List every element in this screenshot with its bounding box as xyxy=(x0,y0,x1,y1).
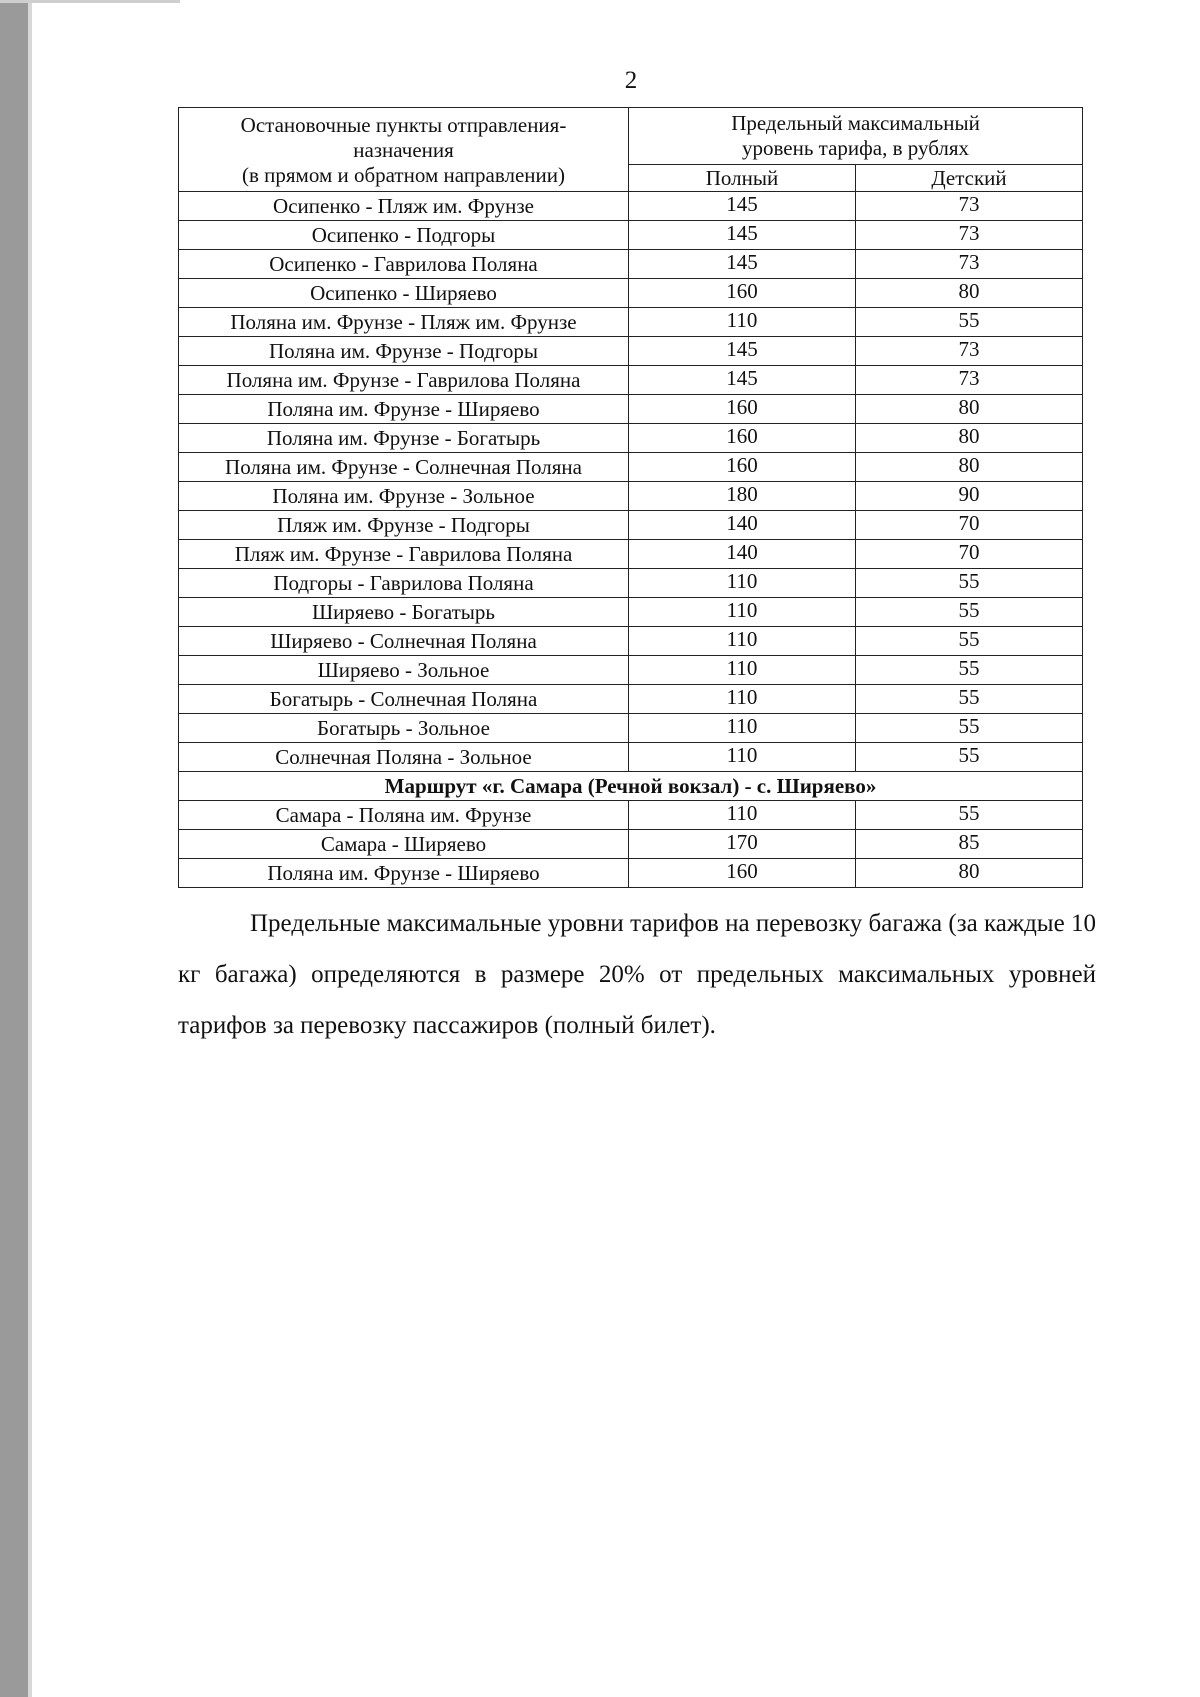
full-tariff-cell: 110 xyxy=(629,714,856,743)
table-row xyxy=(179,395,1083,424)
tariff-header-line: Предельный максимальный xyxy=(731,111,980,135)
table-row xyxy=(179,308,1083,337)
route-cell: Поляна им. Фрунзе - Ширяево xyxy=(179,395,629,424)
child-tariff-cell: 55 xyxy=(856,801,1083,830)
child-tariff-cell: 80 xyxy=(856,424,1083,453)
child-tariff-cell: 73 xyxy=(856,366,1083,395)
table-row xyxy=(179,511,1083,540)
full-tariff-cell: 110 xyxy=(629,743,856,772)
route-cell: Пляж им. Фрунзе - Гаврилова Поляна xyxy=(179,540,629,569)
full-tariff-cell: 160 xyxy=(629,424,856,453)
child-tariff-cell: 55 xyxy=(856,685,1083,714)
child-tariff-cell: 55 xyxy=(856,743,1083,772)
full-tariff-cell: 160 xyxy=(629,395,856,424)
full-tariff-cell: 110 xyxy=(629,801,856,830)
table-row xyxy=(179,540,1083,569)
route-cell: Самара - Ширяево xyxy=(179,830,629,859)
table-row xyxy=(179,453,1083,482)
child-tariff-cell: 55 xyxy=(856,308,1083,337)
table-row xyxy=(179,482,1083,511)
route-cell: Ширяево - Солнечная Поляна xyxy=(179,627,629,656)
child-tariff-cell: 80 xyxy=(856,859,1083,888)
child-tariff-cell: 55 xyxy=(856,714,1083,743)
tariff-column-header xyxy=(629,108,1083,165)
full-tariff-cell: 160 xyxy=(629,279,856,308)
route-cell: Богатырь - Солнечная Поляна xyxy=(179,685,629,714)
full-tariff-cell: 110 xyxy=(629,308,856,337)
route-cell: Самара - Поляна им. Фрунзе xyxy=(179,801,629,830)
child-tariff-cell: 70 xyxy=(856,540,1083,569)
route-cell: Пляж им. Фрунзе - Подгоры xyxy=(179,511,629,540)
table-row xyxy=(179,598,1083,627)
full-tariff-cell: 145 xyxy=(629,250,856,279)
table-row xyxy=(179,192,1083,221)
route-cell: Поляна им. Фрунзе - Ширяево xyxy=(179,859,629,888)
scan-top-mark xyxy=(0,0,180,3)
full-tariff-cell: 110 xyxy=(629,627,856,656)
child-tariff-cell: 73 xyxy=(856,221,1083,250)
table-row xyxy=(179,337,1083,366)
full-tariff-cell: 110 xyxy=(629,598,856,627)
scan-edge-inner xyxy=(28,0,32,1697)
child-tariff-cell: 55 xyxy=(856,569,1083,598)
stops-header-line: назначения xyxy=(353,137,454,162)
route-cell: Поляна им. Фрунзе - Подгоры xyxy=(179,337,629,366)
route-cell: Поляна им. Фрунзе - Пляж им. Фрунзе xyxy=(179,308,629,337)
route-cell: Осипенко - Ширяево xyxy=(179,279,629,308)
full-tariff-cell: 140 xyxy=(629,540,856,569)
full-tariff-cell: 145 xyxy=(629,366,856,395)
table-row xyxy=(179,714,1083,743)
table-row xyxy=(179,366,1083,395)
table-header-row xyxy=(179,108,1083,165)
child-tariff-cell: 80 xyxy=(856,395,1083,424)
scan-edge xyxy=(0,0,28,1697)
route-cell: Осипенко - Подгоры xyxy=(179,221,629,250)
full-tariff-cell: 140 xyxy=(629,511,856,540)
route-cell: Ширяево - Богатырь xyxy=(179,598,629,627)
child-tariff-cell: 73 xyxy=(856,250,1083,279)
stops-column-header xyxy=(179,108,629,192)
table-row xyxy=(179,830,1083,859)
stops-header-line: Остановочные пункты отправления- xyxy=(240,112,567,137)
table-row xyxy=(179,627,1083,656)
table-row xyxy=(179,250,1083,279)
route-cell: Осипенко - Пляж им. Фрунзе xyxy=(179,192,629,221)
table-row xyxy=(179,424,1083,453)
table-row xyxy=(179,743,1083,772)
child-tariff-cell: 85 xyxy=(856,830,1083,859)
route-cell: Поляна им. Фрунзе - Зольное xyxy=(179,482,629,511)
page-number: 2 xyxy=(624,67,638,94)
route-cell: Солнечная Поляна - Зольное xyxy=(179,743,629,772)
tariff-table xyxy=(178,107,1083,888)
full-column-header: Полный xyxy=(629,165,856,192)
child-tariff-cell: 80 xyxy=(856,453,1083,482)
child-column-header: Детский xyxy=(856,165,1083,192)
route-cell: Подгоры - Гаврилова Поляна xyxy=(179,569,629,598)
full-tariff-cell: 180 xyxy=(629,482,856,511)
table-row xyxy=(179,656,1083,685)
tariff-table-body xyxy=(179,192,1083,888)
full-tariff-cell: 160 xyxy=(629,859,856,888)
full-tariff-cell: 145 xyxy=(629,337,856,366)
route-cell: Поляна им. Фрунзе - Гаврилова Поляна xyxy=(179,366,629,395)
route-cell: Поляна им. Фрунзе - Богатырь xyxy=(179,424,629,453)
full-tariff-cell: 110 xyxy=(629,656,856,685)
child-tariff-cell: 90 xyxy=(856,482,1083,511)
stops-header-line: (в прямом и обратном направлении) xyxy=(242,162,565,187)
child-tariff-cell: 70 xyxy=(856,511,1083,540)
child-tariff-cell: 55 xyxy=(856,598,1083,627)
full-tariff-cell: 160 xyxy=(629,453,856,482)
full-tariff-cell: 110 xyxy=(629,685,856,714)
table-row xyxy=(179,221,1083,250)
child-tariff-cell: 73 xyxy=(856,192,1083,221)
section-row xyxy=(179,772,1083,801)
full-tariff-cell: 110 xyxy=(629,569,856,598)
child-tariff-cell: 80 xyxy=(856,279,1083,308)
full-tariff-cell: 145 xyxy=(629,192,856,221)
full-tariff-cell: 145 xyxy=(629,221,856,250)
table-row xyxy=(179,801,1083,830)
tariff-header-line: уровень тарифа, в рублях xyxy=(742,136,970,160)
child-tariff-cell: 73 xyxy=(856,337,1083,366)
child-tariff-cell: 55 xyxy=(856,627,1083,656)
table-row xyxy=(179,859,1083,888)
route-cell: Ширяево - Зольное xyxy=(179,656,629,685)
route-cell: Осипенко - Гаврилова Поляна xyxy=(179,250,629,279)
table-row xyxy=(179,685,1083,714)
table-row xyxy=(179,569,1083,598)
route-section-title: Маршрут «г. Самара (Речной вокзал) - с. Ширяево» xyxy=(179,772,1083,801)
full-tariff-cell: 170 xyxy=(629,830,856,859)
baggage-tariff-note: Предельные максимальные уровни тарифов на перевозку багажа (за каждые 10 кг багажа) определяются в размере 20% от предельных максимальных уровней тарифов за перевозку пассажиров (полный билет). xyxy=(178,910,1096,1039)
route-cell: Поляна им. Фрунзе - Солнечная Поляна xyxy=(179,453,629,482)
table-row xyxy=(179,279,1083,308)
child-tariff-cell: 55 xyxy=(856,656,1083,685)
route-cell: Богатырь - Зольное xyxy=(179,714,629,743)
